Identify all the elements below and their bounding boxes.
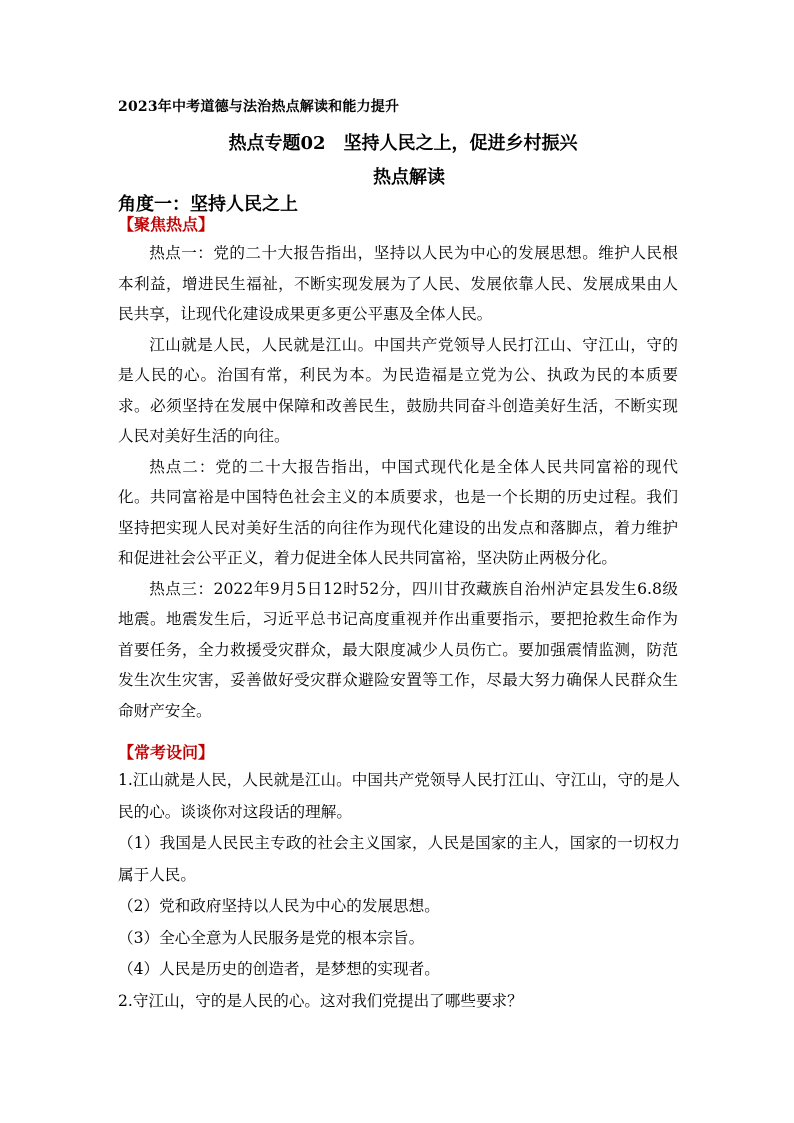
- paragraph-hotspot-3: 热点三：2022年9月5日12时52分，四川甘孜藏族自治州泸定县发生6.8级地震。地震发生后，习近平总书记高度重视并作出重要指示，要把抢救生命作为首要任务，全力救援受灾群众，最大限度减少人员伤亡。要加强震情监测，防范发生次生灾害，妥善做好受灾群众避险安置等工作，尽最大努力确保人民群众生命财产安全。: [118, 579, 678, 720]
- topic-title: 热点专题02 坚持人民之上，促进乡村振兴: [228, 133, 578, 154]
- paragraph-jiangshan: 江山就是人民，人民就是江山。中国共产党领导人民打江山、守江山，守的是人民的心。治国有常，利民为本。为民造福是立党为公、执政为民的本质要求。必须坚持在发展中保障和改善民生，鼓励共同奋斗创造美好生活，不断实现人民对美好生活的向往。: [118, 335, 678, 445]
- answer-1-2: （2）党和政府坚持以人民为中心的发展思想。: [118, 897, 440, 915]
- answer-1-4: （4）人民是历史的创造者，是梦想的实现者。: [118, 960, 440, 978]
- angle-title: 角度一：坚持人民之上: [118, 194, 298, 215]
- focus-hotspot-tag: 【聚焦热点】: [118, 215, 215, 234]
- questions-block: [118, 765, 680, 1017]
- answer-1-3: （3）全心全意为人民服务是党的根本宗旨。: [118, 928, 425, 947]
- common-questions-tag: 【常考设问】: [118, 743, 215, 762]
- question-1: 1.江山就是人民，人民就是江山。中国共产党领导人民打江山、守江山，守的是人民的心。谈谈你对这段话的理解。: [118, 771, 680, 821]
- document-title: 2023年中考道德与法治热点解读和能力提升: [118, 99, 400, 115]
- question-2: 2.守江山，守的是人民的心。这对我们党提出了哪些要求？: [118, 991, 523, 1010]
- section-title: 热点解读: [373, 167, 445, 188]
- paragraph-hotspot-2: 热点二：党的二十大报告指出，中国式现代化是全体人民共同富裕的现代化。共同富裕是中国特色社会主义的本质要求，也是一个长期的历史过程。我们坚持把实现人民对美好生活的向往作为现代化建设的出发点和落脚点，着力维护和促进社会公平正义，着力促进全体人民共同富裕，坚决防止两极分化。: [118, 457, 678, 567]
- answer-1-1: （1）我国是人民民主专政的社会主义国家，人民是国家的主人，国家的一切权力属于人民。: [118, 834, 680, 884]
- hotspot-paragraph-block: [118, 238, 678, 726]
- paragraph-hotspot-1: 热点一：党的二十大报告指出，坚持以人民为中心的发展思想。维护人民根本利益，增进民生福祉，不断实现发展为了人民、发展依靠人民、发展成果由人民共享，让现代化建设成果更多更公平惠及全体人民。: [118, 244, 678, 323]
